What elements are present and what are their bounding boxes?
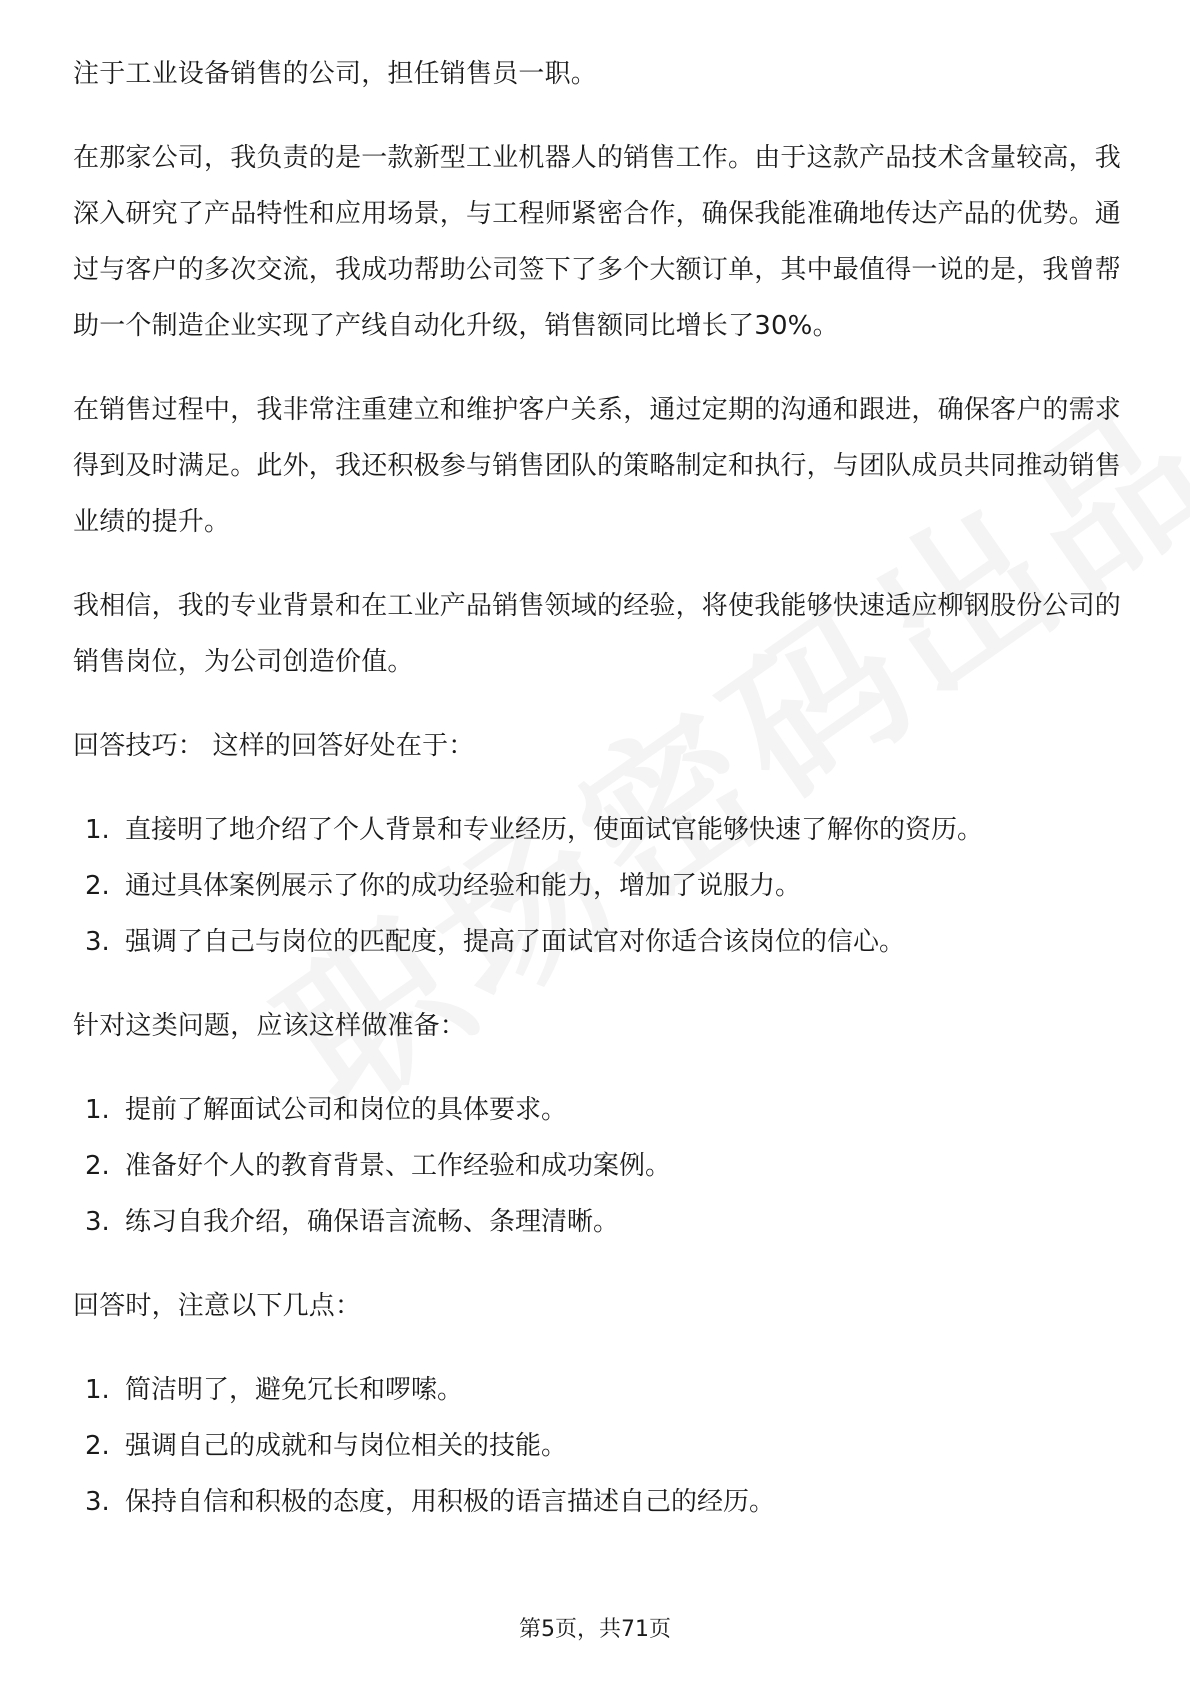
paragraph-intro-tail: 注于工业设备销售的公司，担任销售员一职。 — [73, 59, 598, 89]
list-item — [73, 858, 1123, 914]
list-number: 2. — [85, 871, 110, 901]
list-text: 保持自信和积极的态度，用积极的语言描述自己的经历。 — [125, 1487, 776, 1517]
list-item — [73, 802, 1123, 858]
list-item — [73, 914, 1123, 970]
list-number: 1. — [85, 1095, 110, 1125]
list-number: 2. — [85, 1151, 110, 1181]
list-item — [73, 1474, 1123, 1530]
list-item — [73, 1194, 1123, 1250]
list-text: 准备好个人的教育背景、工作经验和成功案例。 — [125, 1151, 672, 1181]
prep-list — [73, 1082, 1123, 1250]
paragraph-conclusion: 我相信，我的专业背景和在工业产品销售领域的经验，将使我能够快速适应柳钢股份公司的销售岗位，为公司创造价值。 — [73, 591, 1122, 677]
list-item — [73, 1418, 1123, 1474]
list-item — [73, 1362, 1123, 1418]
list-text: 强调了自己与岗位的匹配度，提高了面试官对你适合该岗位的信心。 — [125, 927, 906, 957]
list-number: 3. — [85, 927, 110, 957]
list-text: 练习自我介绍，确保语言流畅、条理清晰。 — [125, 1207, 620, 1237]
document-body — [73, 46, 1123, 1558]
list-number: 3. — [85, 1487, 110, 1517]
list-text: 强调自己的成就和与岗位相关的技能。 — [125, 1431, 568, 1461]
list-text: 提前了解面试公司和岗位的具体要求。 — [125, 1095, 568, 1125]
tips-list — [73, 802, 1123, 970]
list-number: 1. — [85, 815, 110, 845]
list-text: 直接明了地介绍了个人背景和专业经历，使面试官能够快速了解你的资历。 — [125, 815, 984, 845]
list-item — [73, 1082, 1123, 1138]
list-text: 通过具体案例展示了你的成功经验和能力，增加了说服力。 — [125, 871, 802, 901]
list-number: 2. — [85, 1431, 110, 1461]
paragraph-robot-sales: 在那家公司，我负责的是一款新型工业机器人的销售工作。由于这款产品技术含量较高，我深入研究了产品特性和应用场景，与工程师紧密合作，确保我能准确地传达产品的优势。通过与客户的多次交流，我成功帮助公司签下了多个大额订单，其中最值得一说的是，我曾帮助一个制造企业实现了产线自动化升级，销售额同比增长了30%。 — [73, 143, 1122, 341]
prep-heading: 针对这类问题，应该这样做准备： — [73, 1011, 467, 1041]
paragraph-client-relations: 在销售过程中，我非常注重建立和维护客户关系，通过定期的沟通和跟进，确保客户的需求得到及时满足。此外，我还积极参与销售团队的策略制定和执行，与团队成员共同推动销售业绩的提升。 — [73, 395, 1122, 537]
notes-heading: 回答时，注意以下几点： — [73, 1291, 362, 1321]
notes-list — [73, 1362, 1123, 1530]
list-item — [73, 1138, 1123, 1194]
list-number: 3. — [85, 1207, 110, 1237]
page-indicator: 第5页，共71页 — [519, 1617, 671, 1642]
list-text: 简洁明了，避免冗长和啰嗦。 — [125, 1375, 464, 1405]
tips-heading: 回答技巧： 这样的回答好处在于： — [73, 731, 475, 761]
list-number: 1. — [85, 1375, 110, 1405]
